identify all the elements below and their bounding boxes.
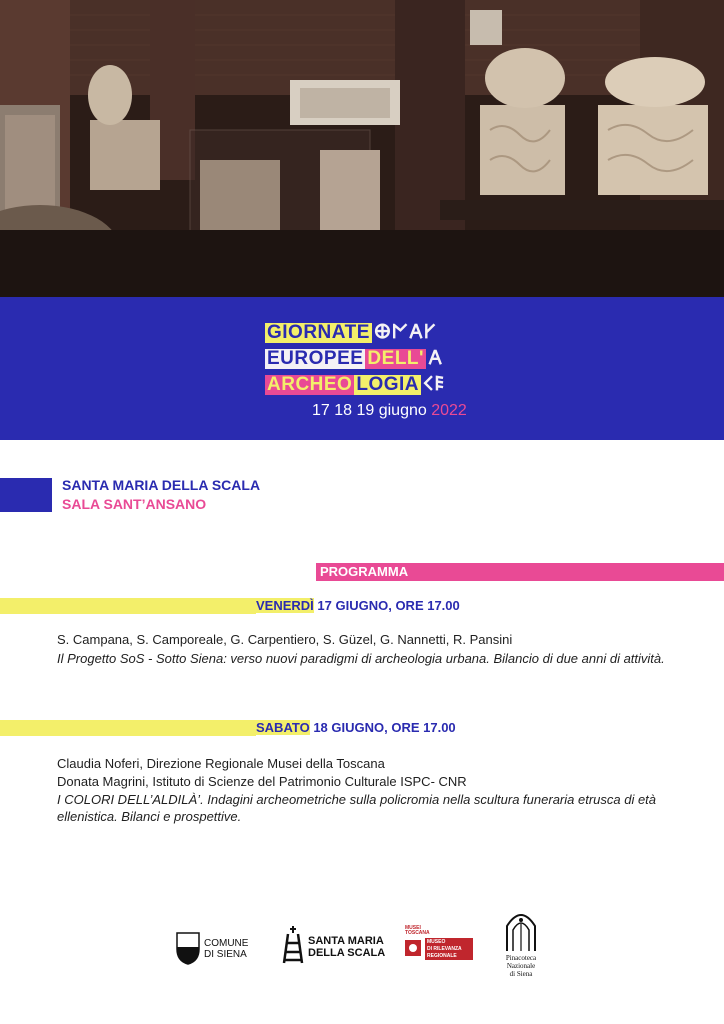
museo-rilevanza-line-3: REGIONALE [427,953,457,959]
venue-accent-bar [0,478,52,512]
logo-word-dell: DELL' [367,348,425,369]
shield-icon [176,931,200,965]
day1-heading [256,598,460,613]
programma-bar [316,563,724,581]
comune-line-1: COMUNE [204,938,249,949]
logo-word-logia: LOGIA [356,374,420,395]
day1-datetime: 17 GIUGNO, ORE 17.00 [317,598,460,613]
logo-word-giornate: GIORNATE [267,322,370,343]
comune-line-2: DI SIENA [204,949,247,960]
ladder-icon [282,926,304,964]
logo-glyph: 𐌂𐌄 [423,374,446,395]
musei-toscana-line-1: MUSEI [405,925,421,931]
day2-name: SABATO [256,720,310,735]
dates-year: 2022 [431,402,467,419]
santa-maria-line-1: SANTA MARIA [308,935,384,947]
day2-speaker-1: Claudia Noferi, Direzione Regionale Musei della Toscana [57,756,385,771]
day2-title-rest: . Indagini archeometriche sulla policromia nella scultura funeraria etrusca di età ellenistica. Bilanci e prospettive. [57,792,657,824]
venue-name: SANTA MARIA DELLA SCALA [62,477,261,493]
pinacoteca-line-2: Nazionale [506,962,536,970]
santa-maria-line-2: DELLA SCALA [308,947,386,959]
dates-days: 17 18 19 giugno [312,402,427,419]
hero-illustration [0,0,724,297]
day2-datetime: 18 GIUGNO, ORE 17.00 [313,720,456,735]
museo-rilevanza-badge [425,938,473,960]
logo-glyph: 𐌈𐌍𐌀𐌖 [373,322,437,343]
logo-line-3 [265,375,447,395]
day1-name: VENERDÌ [256,598,314,613]
pegasus-icon [405,940,421,956]
logo-word-archeo: ARCHEO [267,374,353,395]
hero-photo [0,0,724,297]
musei-toscana-line-2: TOSCANA [405,930,430,936]
logo-musei-toscana [405,926,475,962]
day2-title [57,791,687,825]
museo-rilevanza-line-2: DI RILEVANZA [427,946,462,952]
logo-santa-maria-della-scala [282,926,386,966]
logo-pinacoteca [500,910,542,980]
day2-heading [256,720,456,735]
pinacoteca-line-1: Pinacoteca [505,954,537,962]
venue-room: SALA SANT’ANSANO [62,496,207,512]
day2-accent-bar [0,720,256,736]
programma-label: PROGRAMMA [320,564,409,579]
logo-glyph: 𐌀 [428,348,443,369]
gothic-arch-icon [504,910,538,952]
day1-accent-bar [0,598,256,614]
logo-line-2 [265,349,445,369]
logo-line-1 [265,323,438,343]
day2-speaker-2: Donata Magrini, Istituto di Scienze del Patrimonio Culturale ISPC- CNR [57,774,467,789]
day1-authors: S. Campana, S. Camporeale, G. Carpentiero, S. Güzel, G. Nannetti, R. Pansini [57,632,513,647]
event-dates [312,402,467,420]
logo-word-europee: EUROPEE [267,348,364,369]
logo-comune-di-siena [176,930,256,966]
pinacoteca-line-3: di Siena [509,970,533,978]
day1-title: Il Progetto SoS - Sotto Siena: verso nuovi paradigmi di archeologia urbana. Bilancio di due anni di attività. [57,651,665,666]
museo-rilevanza-line-1: MUSEO [427,939,446,945]
day2-title-caps: I COLORI DELL’ALDILÀ’ [57,792,201,807]
